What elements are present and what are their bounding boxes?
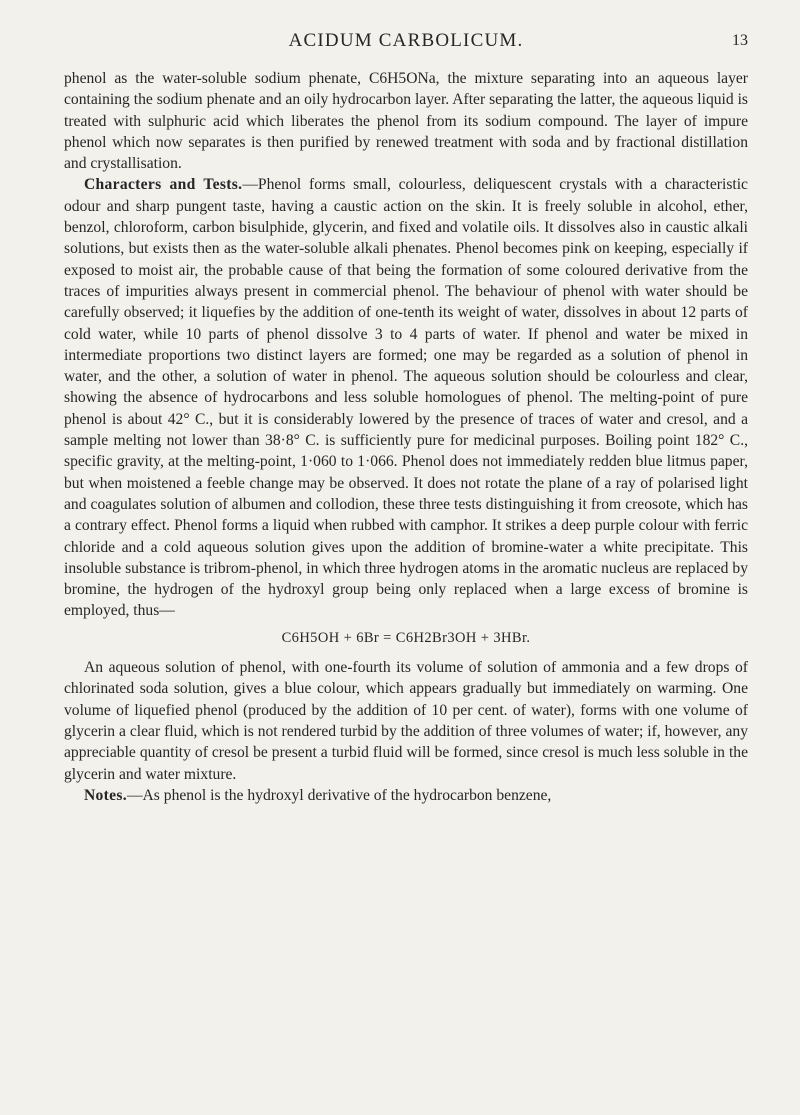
page-body <box>64 68 748 806</box>
page-header <box>64 30 748 58</box>
notes-text: —As phenol is the hydroxyl derivative of the hydrocarbon benzene, <box>126 786 552 804</box>
running-title: ACIDUM CARBOLICUM. <box>288 30 524 51</box>
characters-and-tests-text: —Phenol forms small, colourless, deliquescent crystals with a characteristic odour and sharp pungent taste, having a caustic action on the skin. It is freely soluble in alcohol, ether, benzol, chloroform, carbon bisulphide, glycerin, and fixed and volatile oils. It dissolves also in caustic alkali solutions, but exists then as the water-soluble alkali phenates. Phenol becomes pink on keeping, especially if exposed to moist air, the probable cause of that being the formation of some coloured derivative from the traces of impurities always present in commercial phenol. The behaviour of phenol with water should be carefully observed; it liquefies by the addition of one-tenth its weight of water, dissolves in about 12 parts of cold water, while 10 parts of phenol dissolve 3 to 4 parts of water. If phenol and water be mixed in intermediate proportions two distinct layers are formed; one may be regarded as a solution of phenol in water, and the other, a solution of water in phenol. The aqueous solution should be colourless and clear, showing the absence of hydrocarbons and less soluble homologues of phenol. The melting-point of pure phenol is about 42° C., but it is considerably lowered by the presence of traces of water and cresol, and a sample melting not lower than 38·8° C. is sufficiently pure for medicinal purposes. Boiling point 182° C., specific gravity, at the melting-point, 1·060 to 1·066. Phenol does not immediately redden blue litmus paper, but when moistened a feeble change may be observed. It does not rotate the plane of a ray of polarised light and coagulates solution of albumen and collodion, these three tests distinguishing it from creosote, which has a contrary effect. Phenol forms a liquid when rubbed with camphor. It strikes a deep purple colour with ferric chloride and a cold aqueous solution gives upon the addition of bromine-water a white precipitate. This insoluble substance is tribrom-phenol, in which three hydrogen atoms in the aromatic nucleus are replaced by bromine, the hydrogen of the hydroxyl group being only replaced when a large excess of bromine is employed, thus— <box>64 176 748 620</box>
paragraph-characters-and-tests <box>64 174 748 621</box>
paragraph-continuation: phenol as the water-soluble sodium phenate, C6H5ONa, the mixture separating into an aqueous layer containing the sodium phenate and an oily hydrocarbon layer. After separating the latter, the aqueous liquid is treated with sulphuric acid which liberates the phenol from its sodium compound. The layer of impure phenol which now separates is then purified by renewed treatment with soda and by fractional distillation and crystallisation. <box>64 70 748 173</box>
paragraph-notes <box>64 785 748 806</box>
section-heading-characters-and-tests: Characters and Tests. <box>84 176 243 194</box>
page-number: 13 <box>732 32 748 49</box>
section-heading-notes: Notes. <box>84 786 127 804</box>
bromination-equation: C6H5OH + 6Br = C6H2Br3OH + 3HBr. <box>281 629 531 646</box>
paragraph-aqueous-solution: An aqueous solution of phenol, with one-fourth its volume of solution of ammonia and a few drops of chlorinated soda solution, gives a blue colour, which appears gradually but immediately on warming. One volume of liquefied phenol (produced by the addition of 10 per cent. of water), forms with one volume of glycerin a clear fluid, which is not rendered turbid by the addition of three volumes of water; if, however, any appreciable quantity of cresol be present a turbid fluid will be formed, since cresol is much less soluble in the glycerin and water mixture. <box>64 659 748 783</box>
